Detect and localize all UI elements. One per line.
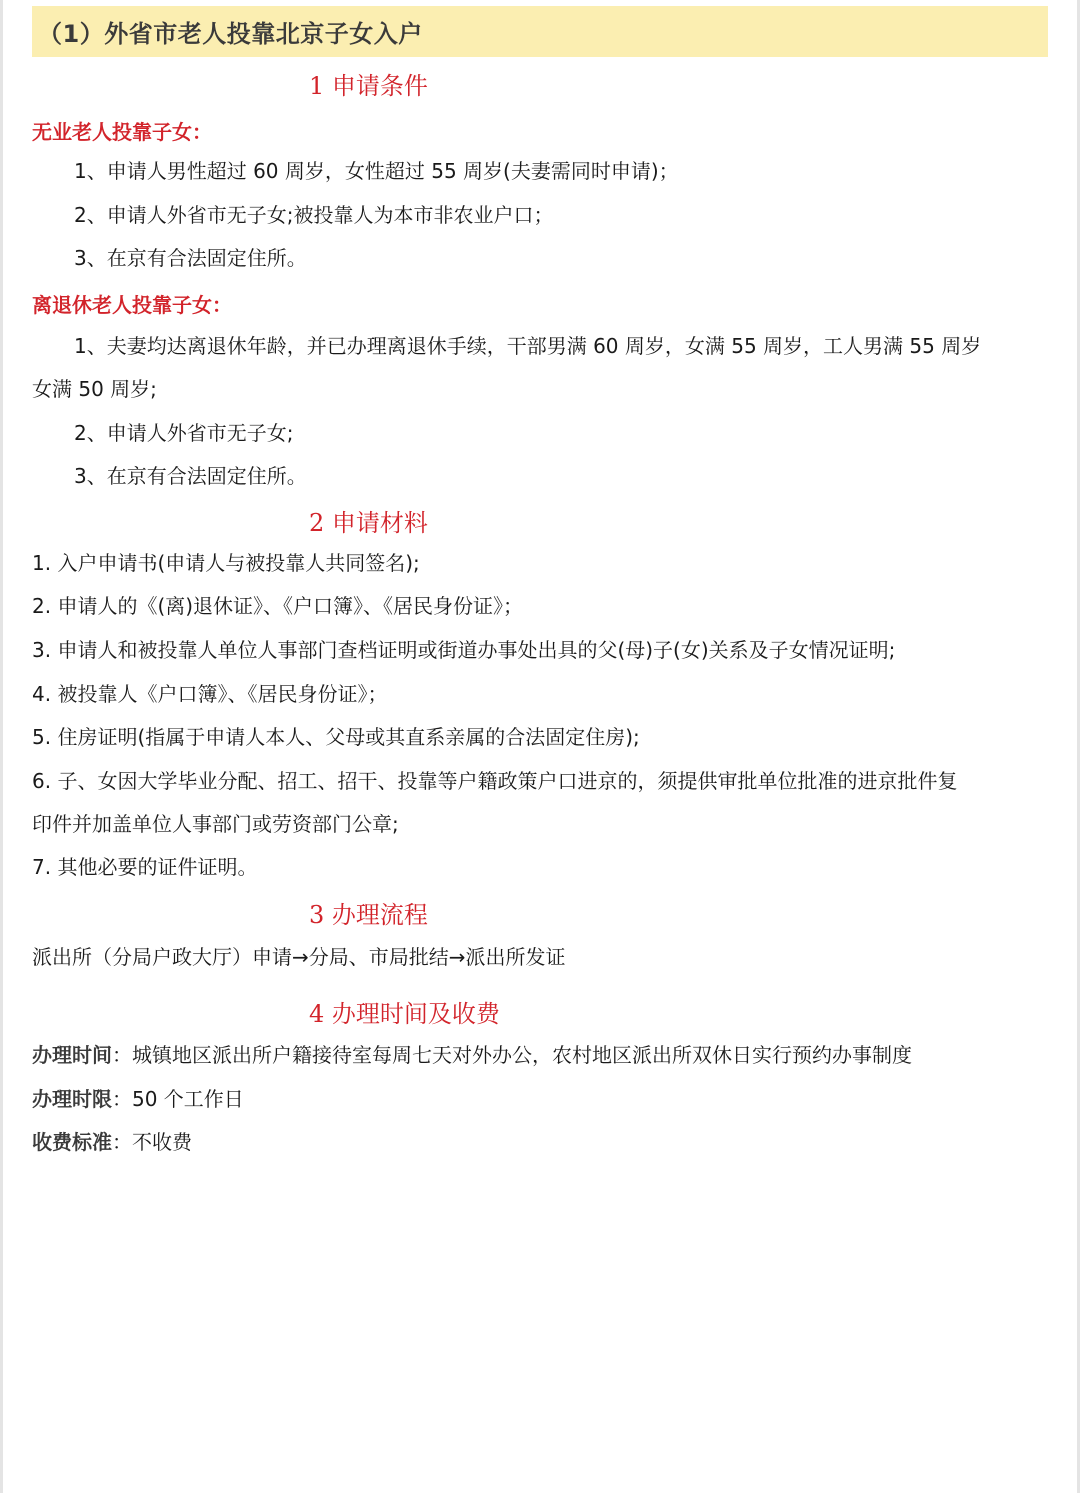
section-heading-materials: 2 申请材料 [309, 509, 428, 537]
material-item: 6. 子、女因大学毕业分配、招工、招干、投靠等户籍政策户口进京的，须提供审批单位批准的进京批件复 [32, 769, 958, 793]
material-item: 7. 其他必要的证件证明。 [32, 855, 258, 879]
section-heading-process: 3 办理流程 [309, 901, 428, 929]
subheading-unemployed-elderly: 无业老人投靠子女： [32, 120, 212, 144]
info-value: 城镇地区派出所户籍接待室每周七天对外办公，农村地区派出所双休日实行预约办事制度 [132, 1043, 912, 1067]
section-heading-time-fees: 4 办理时间及收费 [309, 1000, 500, 1028]
condition-item: 1、夫妻均达离退休年龄，并已办理离退休手续，干部男满 60 周岁，女满 55 周岁，工人男满 55 周岁 [74, 334, 982, 358]
material-item: 5. 住房证明(指属于申请人本人、父母或其直系亲属的合法固定住房); [32, 725, 640, 749]
material-item: 1. 入户申请书(申请人与被投靠人共同签名); [32, 551, 420, 575]
material-item-continued: 印件并加盖单位人事部门或劳资部门公章; [32, 812, 399, 836]
info-separator: ： [112, 1087, 132, 1111]
info-separator: ： [112, 1043, 132, 1067]
condition-item-continued: 女满 50 周岁; [32, 377, 157, 401]
condition-item: 3、在京有合法固定住所。 [74, 464, 307, 488]
condition-item: 1、申请人男性超过 60 周岁，女性超过 55 周岁(夫妻需同时申请)； [74, 159, 679, 183]
info-row-fee [32, 1128, 192, 1156]
info-value: 不收费 [132, 1130, 192, 1154]
material-item: 4. 被投靠人《户口簿》、《居民身份证》； [32, 682, 388, 706]
info-separator: ： [112, 1130, 132, 1154]
material-item: 3. 申请人和被投靠人单位人事部门查档证明或街道办事处出具的父(母)子(女)关系及子女情况证明; [32, 638, 896, 662]
info-row-time-limit [32, 1085, 244, 1113]
section-heading-conditions: 1 申请条件 [309, 72, 428, 100]
process-text: 派出所（分局户政大厅）申请→分局、市局批结→派出所发证 [32, 945, 566, 969]
condition-item: 3、在京有合法固定住所。 [74, 246, 307, 270]
material-item: 2. 申请人的《(离)退休证》、《户口簿》、《居民身份证》； [32, 594, 524, 618]
subheading-retired-elderly: 离退休老人投靠子女： [32, 293, 232, 317]
condition-item: 2、申请人外省市无子女;被投靠人为本市非农业户口； [74, 203, 554, 227]
condition-item: 2、申请人外省市无子女; [74, 421, 294, 445]
page-title: （1）外省市老人投靠北京子女入户 [38, 20, 423, 48]
page-edge-left [0, 0, 3, 1493]
info-label: 办理时限 [32, 1087, 112, 1111]
info-label: 收费标准 [32, 1130, 112, 1154]
info-row-office-hours [32, 1041, 912, 1069]
title-banner [32, 6, 1048, 57]
info-value: 50 个工作日 [132, 1087, 244, 1111]
info-label: 办理时间 [32, 1043, 112, 1067]
